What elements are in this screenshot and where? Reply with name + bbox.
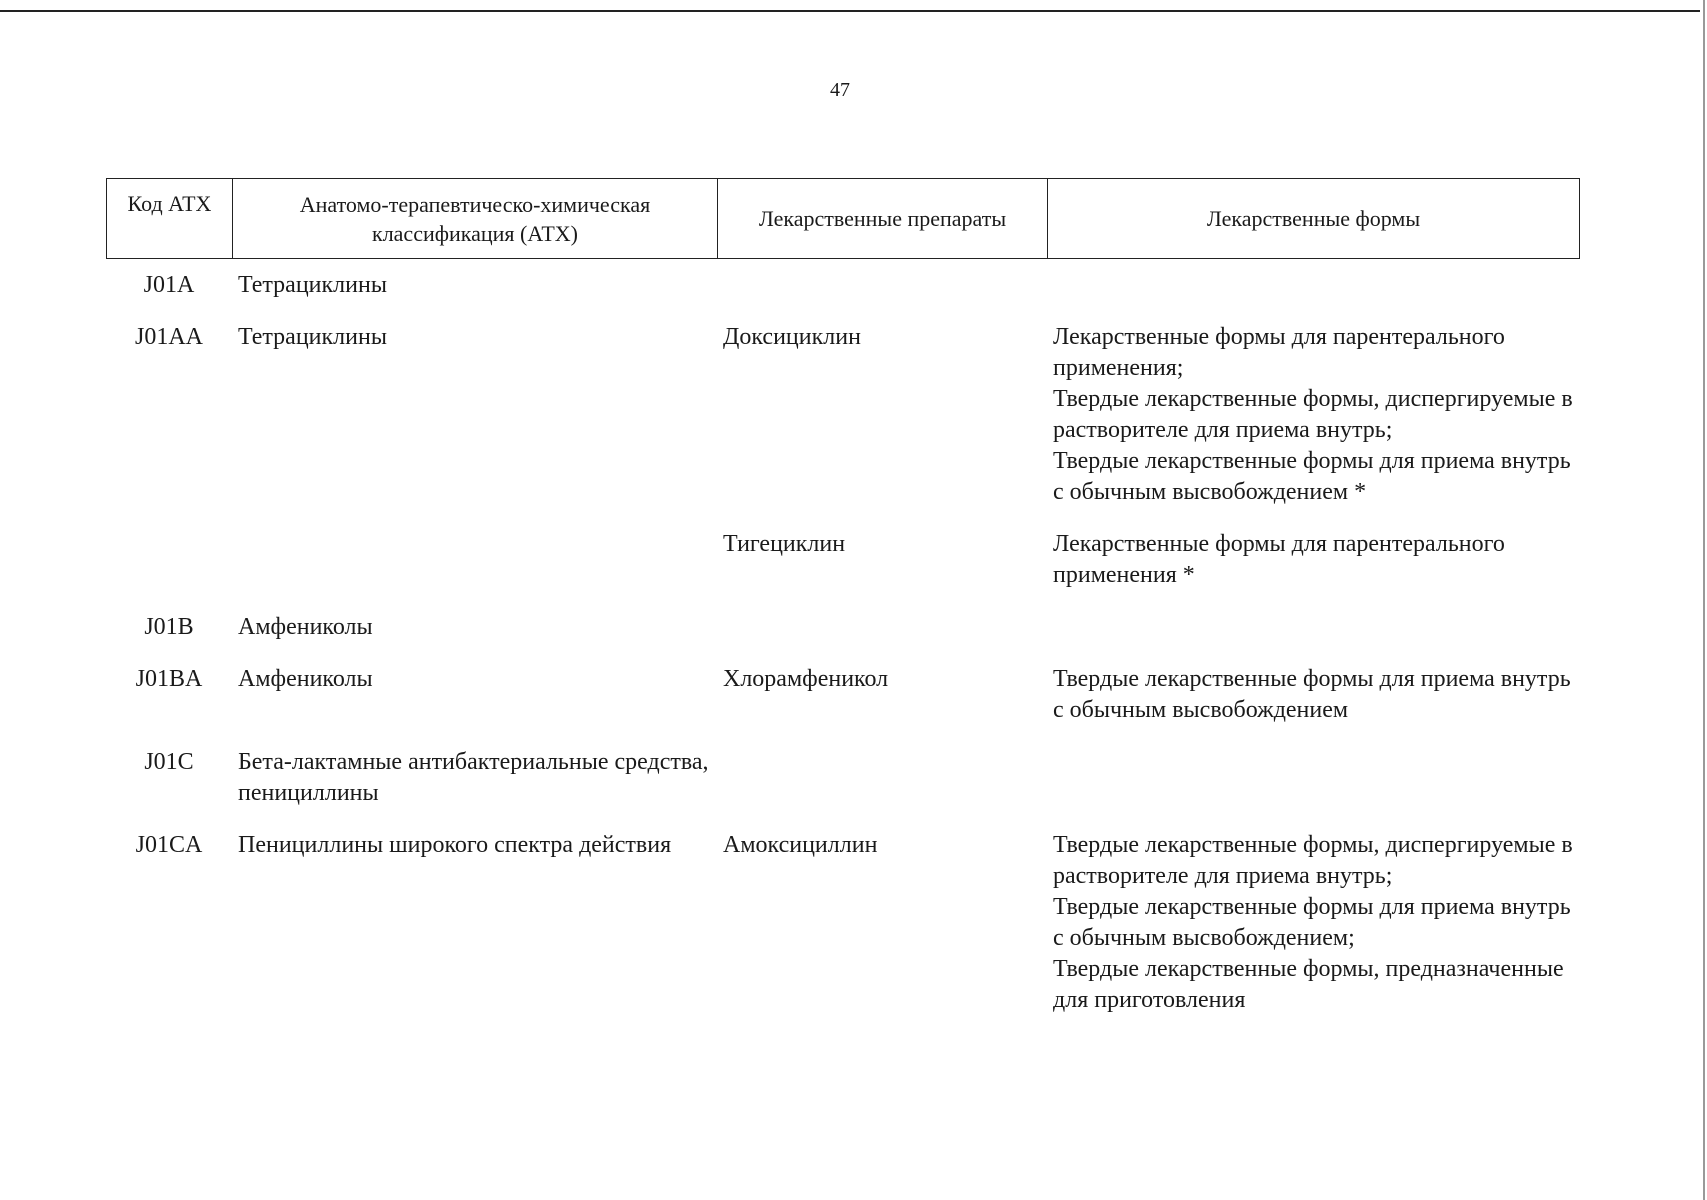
page-number: 47 <box>830 79 850 101</box>
table-row <box>106 322 1580 508</box>
header-dosage-forms: Лекарственные формы <box>1206 206 1421 231</box>
row-code: J01AA <box>134 324 203 350</box>
dosage-form-item: Лекарственные формы для парентерального применения; <box>1053 324 1505 381</box>
dosage-form-item: Твердые лекарственные формы, предназначенные для приготовления <box>1053 956 1564 1013</box>
table-row <box>106 612 1580 643</box>
row-drug: Амоксициллин <box>723 832 878 858</box>
dosage-form-item: Твердые лекарственные формы, диспергируемые в растворителе для приема внутрь; <box>1053 386 1573 443</box>
row-drug: Доксициклин <box>723 324 861 350</box>
row-atx: Пенициллины широкого спектра действия <box>238 832 672 858</box>
row-atx: Тетрациклины <box>238 324 387 350</box>
row-forms <box>1047 270 1580 301</box>
row-drug <box>717 270 1047 301</box>
table-header <box>106 178 1580 259</box>
dosage-form-item: Твердые лекарственные формы для приема внутрь с обычным высвобождением * <box>1053 448 1571 505</box>
table-row <box>106 664 1580 726</box>
row-code: J01BA <box>135 666 203 692</box>
table-row <box>106 529 1580 591</box>
row-drug <box>717 747 1047 809</box>
row-atx <box>232 529 717 591</box>
row-drug <box>717 612 1047 643</box>
table-row <box>106 270 1580 301</box>
row-drug: Тигециклин <box>723 531 846 557</box>
dosage-form-item: Твердые лекарственные формы для приема внутрь с обычным высвобождением <box>1053 666 1571 723</box>
right-edge-line <box>1703 0 1705 1200</box>
row-forms <box>1047 747 1580 809</box>
row-atx: Амфениколы <box>238 666 373 692</box>
dosage-form-item: Твердые лекарственные формы, диспергируемые в растворителе для приема внутрь; <box>1053 832 1573 889</box>
row-forms <box>1047 529 1580 591</box>
row-forms <box>1047 612 1580 643</box>
row-code: J01B <box>144 614 194 640</box>
table-row <box>106 747 1580 809</box>
row-atx: Бета-лактамные антибактериальные средства, пенициллины <box>238 749 709 806</box>
top-border-line <box>0 10 1700 12</box>
dosage-form-item: Лекарственные формы для парентерального применения * <box>1053 531 1505 588</box>
row-atx: Тетрациклины <box>238 272 387 298</box>
header-drugs: Лекарственные препараты <box>718 179 1048 258</box>
row-drug: Хлорамфеникол <box>723 666 889 692</box>
dosage-form-item: Твердые лекарственные формы для приема внутрь с обычным высвобождением; <box>1053 894 1571 951</box>
row-forms <box>1047 830 1580 1016</box>
header-code: Код АТХ <box>107 179 233 258</box>
row-code: J01A <box>143 272 195 298</box>
table-body <box>106 270 1580 1037</box>
row-code: J01CA <box>135 832 203 858</box>
row-code <box>106 529 232 591</box>
row-forms <box>1047 664 1580 726</box>
table-row <box>106 830 1580 1016</box>
row-code: J01C <box>144 749 194 775</box>
header-atx-classification: Анатомо-терапевтическо-химическая классификация (АТХ) <box>233 179 718 258</box>
row-forms <box>1047 322 1580 508</box>
row-atx: Амфениколы <box>238 614 373 640</box>
